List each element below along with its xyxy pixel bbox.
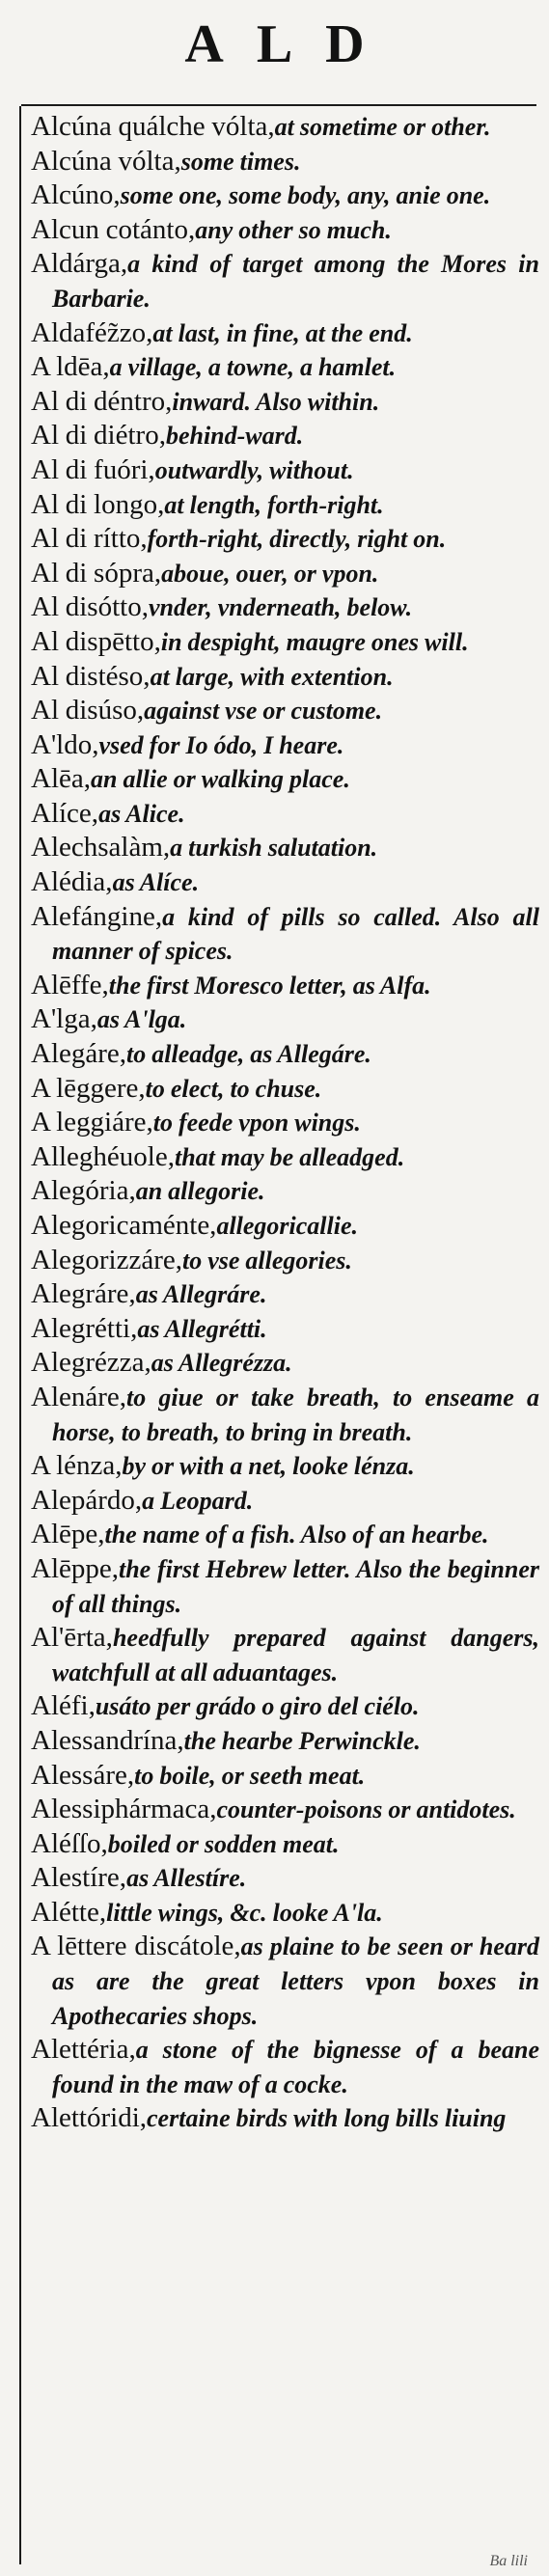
dictionary-entry (31, 1930, 539, 2033)
dictionary-entry (31, 900, 539, 969)
dictionary-entry (31, 488, 539, 523)
entry-definition: that may be alleadged. (174, 1142, 405, 1171)
dictionary-entry (31, 1277, 539, 1312)
dictionary-entry (31, 1002, 539, 1037)
entry-definition: vnder, vnderneath, below. (148, 593, 413, 622)
dictionary-entry (31, 1827, 539, 1862)
entry-definition: as Allegrétti. (137, 1314, 267, 1343)
entry-definition: vsed for Io ódo, I heare. (98, 730, 344, 759)
entry-headword: Aléſſo, (31, 1827, 108, 1859)
entry-headword: Aldárga, (31, 248, 128, 280)
entry-headword: Alepárdo, (31, 1484, 143, 1516)
entry-definition: forth-right, directly, right on. (147, 525, 447, 554)
entry-definition: an allegorie. (135, 1177, 265, 1206)
entry-headword: Alefángine, (31, 900, 163, 932)
entry-headword: Alegáre, (31, 1038, 127, 1070)
dictionary-entry (31, 145, 539, 179)
entry-headword: Alegráre, (31, 1278, 136, 1310)
entry-headword: Al di longo, (31, 488, 165, 520)
entry-definition: the hearbe Perwinckle. (183, 1726, 421, 1755)
entry-definition: the first Moresco letter, as Alfa. (108, 971, 431, 1000)
entry-definition: a stone of the bignesse of a beane found in the maw of a cocke. (52, 2036, 539, 2098)
entry-definition: some one, some body, any, anie one. (120, 181, 491, 210)
entry-definition: usáto per grádo o giro del ciélo. (95, 1692, 420, 1721)
entry-headword: Alegória, (31, 1175, 136, 1207)
entry-definition: counter-poisons or antidotes. (216, 1795, 516, 1824)
entry-headword: Alcúna quálche vólta, (31, 111, 275, 142)
entry-definition: outwardly, without. (154, 455, 354, 484)
entry-headword: A ldēa, (31, 351, 110, 383)
entry-headword: Al di diétro, (31, 420, 166, 452)
entry-headword: Alcun cotánto, (31, 213, 196, 245)
dictionary-entry (31, 1140, 539, 1175)
entry-headword: Al disótto, (31, 591, 149, 623)
entry-headword: Al dispētto, (31, 625, 161, 657)
entry-definition: to alleadge, as Allegáre. (126, 1040, 371, 1069)
entry-definition: any other so much. (195, 215, 392, 244)
dictionary-entry (31, 178, 539, 213)
entry-headword: Al disúso, (31, 695, 145, 726)
entry-definition: to elect, to chuse. (145, 1074, 322, 1103)
dictionary-entry (31, 316, 539, 351)
dictionary-entry (31, 247, 539, 315)
dictionary-entry (31, 1244, 539, 1278)
dictionary-entry (31, 1896, 539, 1931)
entry-definition: a kind of pills so called. Also all manner of spices. (52, 902, 539, 966)
entry-definition: a village, a towne, a hamlet. (109, 353, 397, 382)
entry-headword: Alcúno, (31, 179, 121, 211)
dictionary-entry (31, 1381, 539, 1449)
entry-headword: Alessáre, (31, 1759, 135, 1791)
entry-headword: Alestíre, (31, 1862, 127, 1894)
entry-headword: Alíce, (31, 797, 99, 829)
entry-definition: a turkish salutation. (170, 834, 378, 863)
dictionary-entry (31, 969, 539, 1003)
entry-definition: behind-ward. (165, 422, 304, 451)
entry-definition: the name of a fish. Also of an hearbe. (104, 1521, 489, 1549)
header-rule (21, 104, 536, 106)
entry-definition: aboue, ouer, or vpon. (161, 559, 379, 588)
entry-definition: to vse allegories. (181, 1246, 352, 1274)
dictionary-entry (31, 1689, 539, 1724)
entry-headword: Alēa, (31, 763, 91, 795)
dictionary-entry (31, 350, 539, 385)
dictionary-entry (31, 522, 539, 557)
entry-headword: Al distéso, (31, 660, 151, 692)
entry-definition: some times. (180, 147, 301, 176)
dictionary-entry (31, 728, 539, 763)
entry-definition: as Alíce. (112, 868, 200, 897)
entry-headword: Alédia, (31, 866, 113, 898)
entry-headword: Al di sópra, (31, 557, 162, 589)
entry-definition: as plaine to be seen or heard as are the great letters vpon boxes in Apothecaries shops. (52, 1932, 539, 2030)
entry-definition: as Allestíre. (126, 1864, 247, 1893)
entry-definition: to feede vpon wings. (152, 1109, 361, 1137)
dictionary-entry (31, 1793, 539, 1827)
dictionary-entry (31, 797, 539, 832)
dictionary-entry (31, 1312, 539, 1347)
dictionary-entry (31, 213, 539, 248)
dictionary-entry (31, 385, 539, 420)
entry-definition: an allie or walking place. (91, 765, 350, 794)
entry-headword: Al di fuóri, (31, 453, 155, 485)
dictionary-entry (31, 694, 539, 728)
entry-definition: a Leopard. (142, 1486, 254, 1515)
dictionary-entry (31, 1621, 539, 1689)
dictionary-entry (31, 660, 539, 695)
entry-definition: heedfully prepared against dangers, watchfull at all aduantages. (52, 1624, 539, 1686)
dictionary-entry (31, 2101, 539, 2136)
entry-headword: A leggiáre, (31, 1107, 153, 1138)
entry-definition: certaine birds with long bills liuing (147, 2104, 507, 2133)
dictionary-entry (31, 590, 539, 625)
dictionary-entry (31, 419, 539, 453)
entry-headword: Alessiphármaca, (31, 1794, 217, 1825)
running-head: ALD (184, 14, 398, 74)
dictionary-entry (31, 1484, 539, 1519)
dictionary-entry (31, 1106, 539, 1140)
entry-headword: Alettéria, (31, 2034, 136, 2066)
entry-definition: by or with a net, looke lénza. (122, 1452, 415, 1481)
dictionary-entry (31, 625, 539, 660)
entry-headword: A lēttere discátole, (31, 1931, 241, 1962)
dictionary-column (31, 110, 539, 2136)
entry-headword: Alettóridi, (31, 2102, 148, 2134)
dictionary-entry (31, 1759, 539, 1794)
entry-definition: at last, in fine, at the end. (152, 318, 413, 347)
entry-headword: Alleghéuole, (31, 1140, 175, 1172)
entry-definition: at sometime or other. (274, 113, 491, 141)
catchword: Ba lili (489, 2553, 528, 2569)
entry-headword: Alessandrína, (31, 1724, 184, 1756)
entry-headword: Al'ērta, (31, 1622, 113, 1654)
entry-definition: as Allegrézza. (151, 1349, 292, 1378)
entry-headword: Al di rítto, (31, 523, 148, 555)
dictionary-entry (31, 1449, 539, 1484)
dictionary-entry (31, 110, 539, 145)
entry-headword: Alegrézza, (31, 1347, 151, 1379)
entry-headword: Alétte, (31, 1896, 107, 1928)
entry-headword: A'lga, (31, 1003, 97, 1035)
entry-definition: allegoricallie. (216, 1212, 359, 1240)
entry-definition: a kind of target among the Mores in Barbarie. (52, 250, 539, 313)
dictionary-entry (31, 1552, 539, 1621)
entry-headword: Al di déntro, (31, 385, 173, 417)
entry-definition: the first Hebrew letter. Also the beginner of all things. (52, 1554, 539, 1618)
dictionary-entry (31, 1037, 539, 1072)
entry-headword: Alechsalàm, (31, 832, 171, 863)
dictionary-entry (31, 1174, 539, 1209)
entry-headword: Aléfi, (31, 1690, 96, 1722)
dictionary-entry (31, 2033, 539, 2101)
entry-definition: as A'lga. (96, 1005, 187, 1034)
entry-headword: A lénza, (31, 1450, 123, 1482)
dictionary-entry (31, 865, 539, 900)
entry-definition: little wings, &c. looke A'la. (106, 1898, 383, 1927)
entry-headword: A lēggere, (31, 1072, 146, 1104)
entry-headword: Alenáre, (31, 1381, 127, 1412)
dictionary-entry (31, 1861, 539, 1896)
entry-headword: Aldaféz̃zo, (31, 316, 153, 348)
entry-definition: against vse or custome. (144, 697, 383, 726)
entry-headword: Alēffe, (31, 969, 109, 1000)
dictionary-entry (31, 557, 539, 591)
dictionary-entry (31, 831, 539, 865)
dictionary-entry (31, 1209, 539, 1244)
dictionary-entry (31, 1518, 539, 1552)
entry-definition: in despight, maugre ones will. (160, 627, 469, 656)
dictionary-entry (31, 1346, 539, 1381)
entry-definition: to giue or take breath, to enseame a horse, to breath, to bring in breath. (52, 1383, 539, 1446)
entry-headword: Alēpe, (31, 1519, 105, 1550)
entry-headword: Alcúna vólta, (31, 145, 181, 177)
entry-definition: at large, with extention. (150, 662, 394, 691)
entry-definition: at length, forth-right. (164, 490, 384, 519)
entry-headword: Alegorizzáre, (31, 1244, 182, 1275)
entry-headword: Alēppe, (31, 1552, 119, 1584)
dictionary-entry (31, 453, 539, 488)
entry-definition: to boile, or seeth meat. (134, 1761, 366, 1790)
entry-definition: as Allegráre. (135, 1280, 267, 1309)
column-rule (19, 106, 21, 2564)
dictionary-entry (31, 1724, 539, 1759)
dictionary-entry (31, 762, 539, 797)
entry-headword: A'ldo, (31, 728, 99, 760)
entry-definition: inward. Also within. (172, 387, 380, 416)
entry-definition: boiled or sodden meat. (107, 1829, 340, 1858)
dictionary-entry (31, 1072, 539, 1107)
entry-headword: Alegrétti, (31, 1312, 138, 1344)
entry-headword: Alegoricaménte, (31, 1210, 217, 1241)
entry-definition: as Alice. (98, 799, 185, 828)
